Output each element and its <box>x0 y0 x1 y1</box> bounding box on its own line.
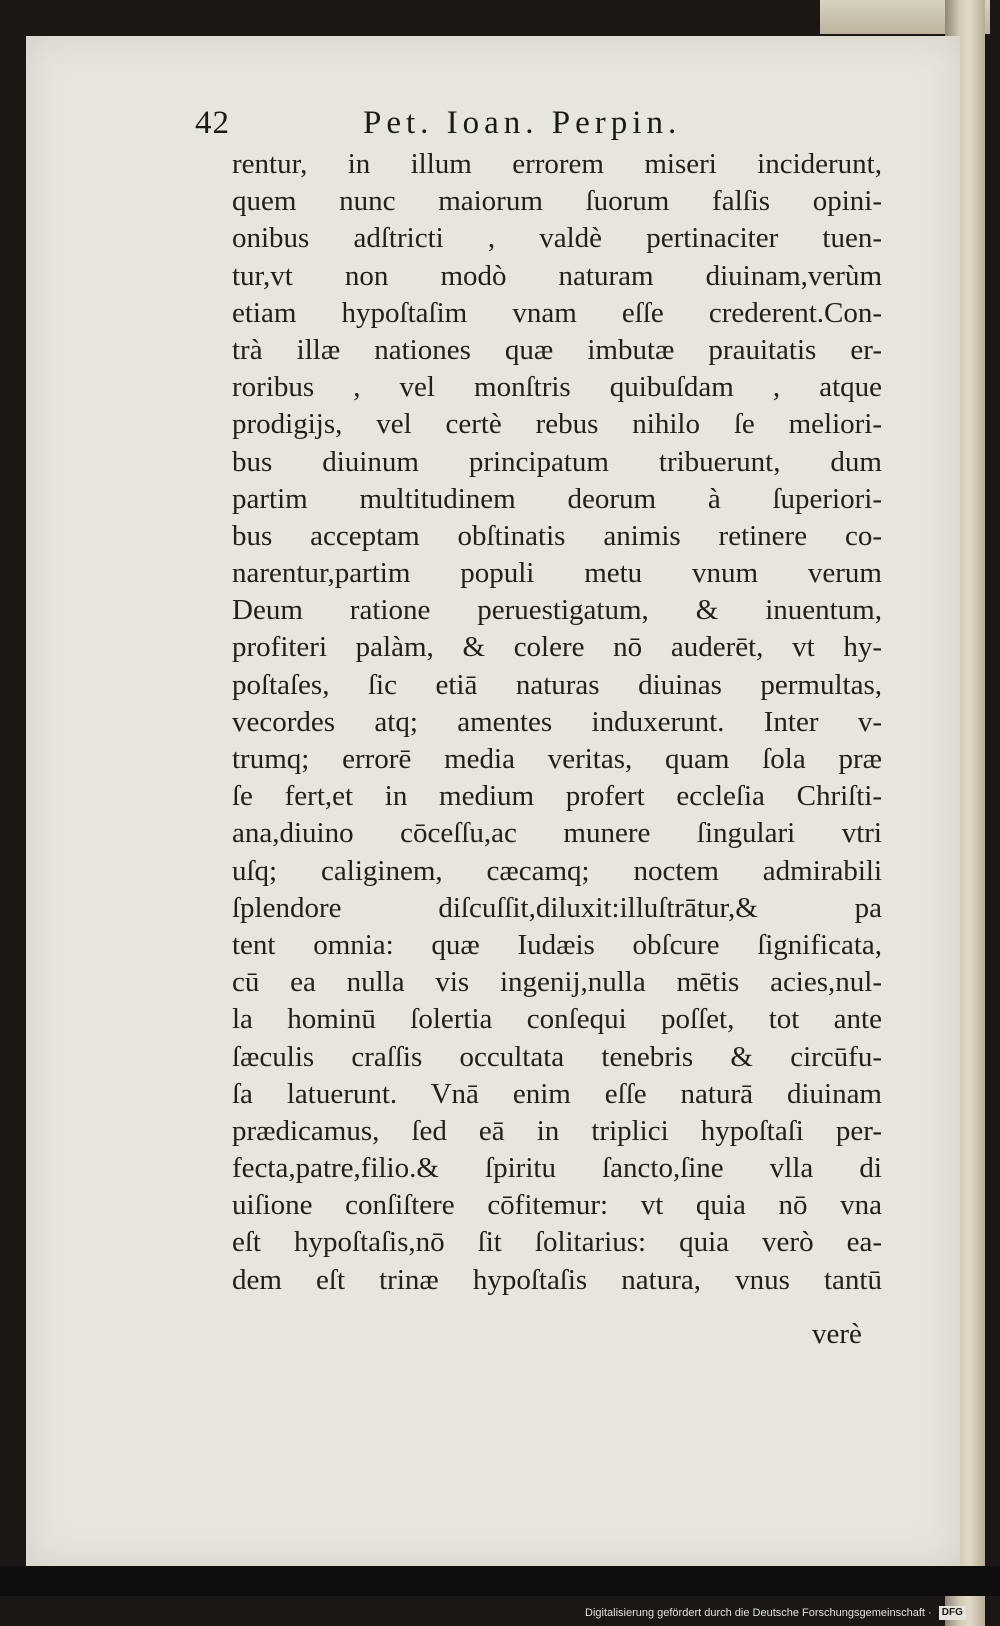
text-line: uiſione conſiſtere cōfitemur: vt quia nō vna <box>232 1189 882 1222</box>
text-line: ana,diuino cōceſſu,ac munere ſingulari vtri <box>232 817 882 850</box>
text-line: ſæculis craſſis occultata tenebris & circūfu- <box>232 1040 882 1073</box>
text-line: narentur,partim populi metu vnum verum <box>232 557 882 590</box>
text-line: rentur, in illum errorem miseri inciderunt, <box>232 148 882 180</box>
text-line: quem nunc maiorum ſuorum falſis opini- <box>232 185 882 218</box>
page-number: 42 <box>195 105 230 141</box>
text-line: ſplendore diſcuſſit,diluxit:illuſtrātur,& pa <box>232 891 882 924</box>
text-line: onibus adſtricti , valdè pertinaciter tuen- <box>232 222 882 255</box>
body-text <box>232 146 882 1299</box>
text-line: tent omnia: quæ Iudæis obſcure ſignificata, <box>232 928 882 961</box>
page-header <box>195 105 775 151</box>
text-line: poſtaſes, ſic etiā naturas diuinas permultas, <box>232 668 882 701</box>
text-line: la hominū ſolertia conſequi poſſet, tot ante <box>232 1003 882 1036</box>
text-line: eſt hypoſtaſis,nō ſit ſolitarius: quia verò ea- <box>232 1226 882 1259</box>
text-line: ſe fert,et in medium profert eccleſia Chriſti- <box>232 780 882 813</box>
text-line: profiteri palàm, & colere nō auderēt, vt hy- <box>232 631 882 664</box>
text-line: partim multitudinem deorum à ſuperiori- <box>232 482 882 515</box>
dfg-logo: DFG <box>939 1606 966 1620</box>
running-head: Pet. Ioan. Perpin. <box>363 105 682 141</box>
text-line: ſa latuerunt. Vnā enim eſſe naturā diuinam <box>232 1077 882 1110</box>
digitization-credit <box>585 1604 997 1622</box>
text-line: prodigijs, vel certè rebus nihilo ſe meliori- <box>232 408 882 441</box>
text-line: uſq; caliginem, cæcamq; noctem admirabili <box>232 854 882 887</box>
text-line: bus diuinum principatum tribuerunt, dum <box>232 445 882 478</box>
text-line: prædicamus, ſed eā in triplici hypoſtaſi per- <box>232 1114 882 1147</box>
text-line: Deum ratione peruestigatum, & inuentum, <box>232 594 882 627</box>
catchword: verè <box>812 1318 862 1350</box>
text-line: trumq; errorē media veritas, quam ſola præ <box>232 743 882 775</box>
text-line: etiam hypoſtaſim vnam eſſe crederent.Con- <box>232 296 882 329</box>
credit-text: Digitalisierung gefördert durch die Deutsche Forschungsgemeinschaft · <box>585 1607 932 1619</box>
text-line: bus acceptam obſtinatis animis retinere co- <box>232 519 882 552</box>
text-line: dem eſt trinæ hypoſtaſis natura, vnus tantū <box>232 1263 882 1296</box>
text-line: vecordes atq; amentes induxerunt. Inter v- <box>232 705 882 738</box>
text-line: cū ea nulla vis ingenij,nulla mētis acies,nul- <box>232 966 882 999</box>
text-line: tur,vt non modò naturam diuinam,verùm <box>232 259 882 292</box>
text-line: trà illæ nationes quæ imbutæ prauitatis er- <box>232 333 882 366</box>
scan-bottom-border <box>0 1566 1000 1596</box>
text-line: fecta,patre,filio.& ſpiritu ſancto,ſine vlla di <box>232 1152 882 1185</box>
text-line: roribus , vel monſtris quibuſdam , atque <box>232 371 882 404</box>
